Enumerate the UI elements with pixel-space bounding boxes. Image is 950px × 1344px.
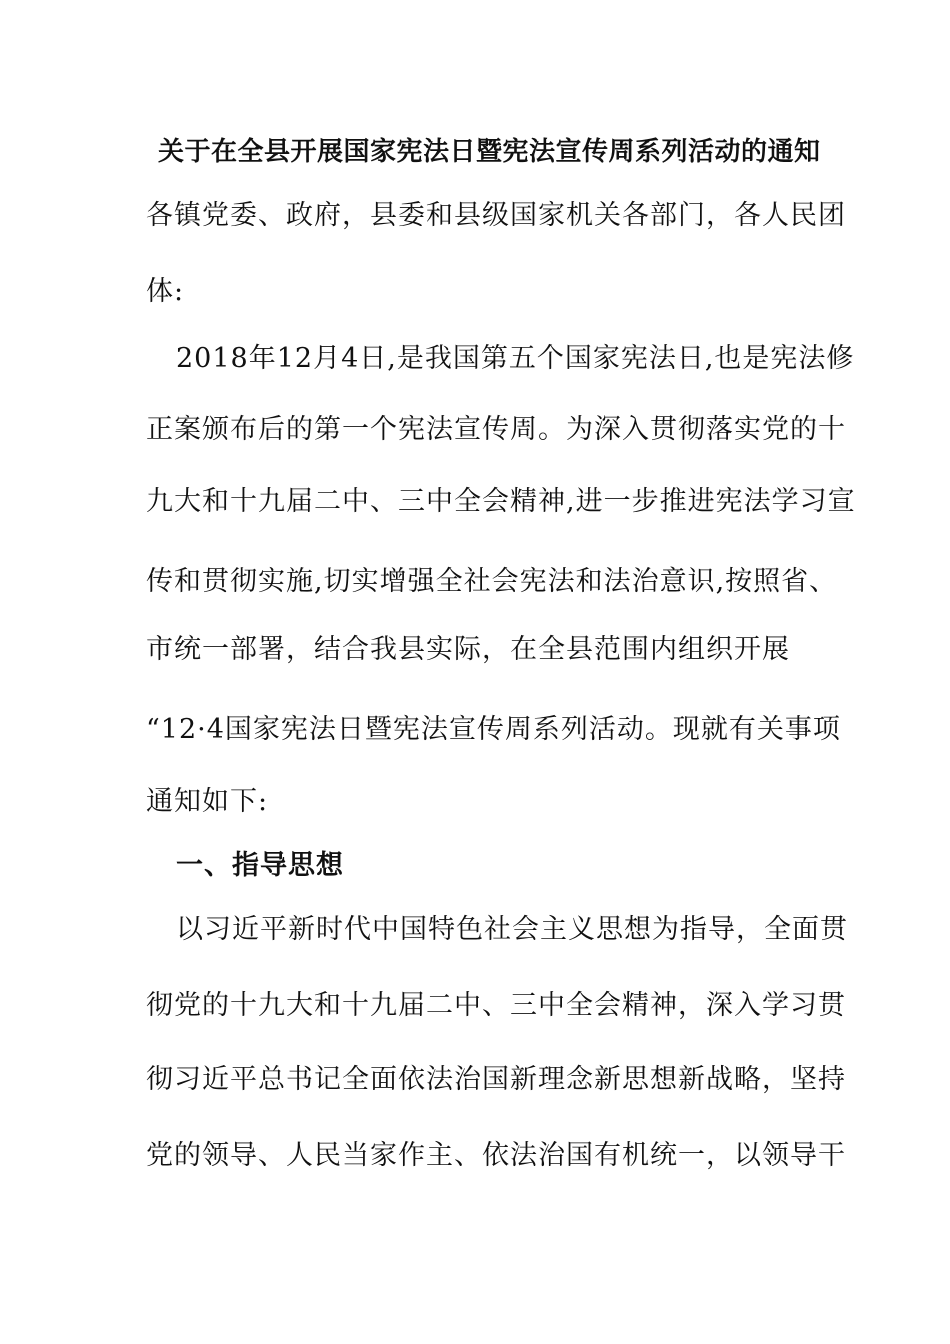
paragraph1-line-7: 通知如下: bbox=[146, 786, 269, 817]
paragraph1-line-5: 市统一部署，结合我县实际，在全县范围内组织开展 bbox=[146, 634, 790, 665]
paragraph2-line-3: 彻习近平总书记全面依法治国新理念新思想新战略，坚持 bbox=[146, 1064, 846, 1095]
document-title: 关于在全县开展国家宪法日暨宪法宣传周系列活动的通知 bbox=[158, 137, 821, 167]
section1-heading: 一、指导思想 bbox=[176, 850, 344, 881]
paragraph1-line-1: 2018年12月4日,是我国第五个国家宪法日,也是宪法修 bbox=[176, 343, 855, 374]
salutation-line-2: 体: bbox=[146, 276, 185, 307]
paragraph1-line-6: “12·4国家宪法日暨宪法宣传周系列活动。现就有关事项 bbox=[146, 714, 841, 745]
salutation-line-1: 各镇党委、政府，县委和县级国家机关各部门，各人民团 bbox=[146, 200, 846, 231]
paragraph2-line-2: 彻党的十九大和十九届二中、三中全会精神，深入学习贯 bbox=[146, 990, 846, 1021]
paragraph2-line-4: 党的领导、人民当家作主、依法治国有机统一，以领导干 bbox=[146, 1140, 846, 1171]
paragraph1-line-3: 九大和十九届二中、三中全会精神,进一步推进宪法学习宣 bbox=[146, 486, 856, 517]
paragraph1-line-2: 正案颁布后的第一个宪法宣传周。为深入贯彻落实党的十 bbox=[146, 414, 846, 445]
paragraph1-line-4: 传和贯彻实施,切实增强全社会宪法和法治意识,按照省、 bbox=[146, 566, 838, 597]
paragraph2-line-1: 以习近平新时代中国特色社会主义思想为指导，全面贯 bbox=[176, 914, 848, 945]
